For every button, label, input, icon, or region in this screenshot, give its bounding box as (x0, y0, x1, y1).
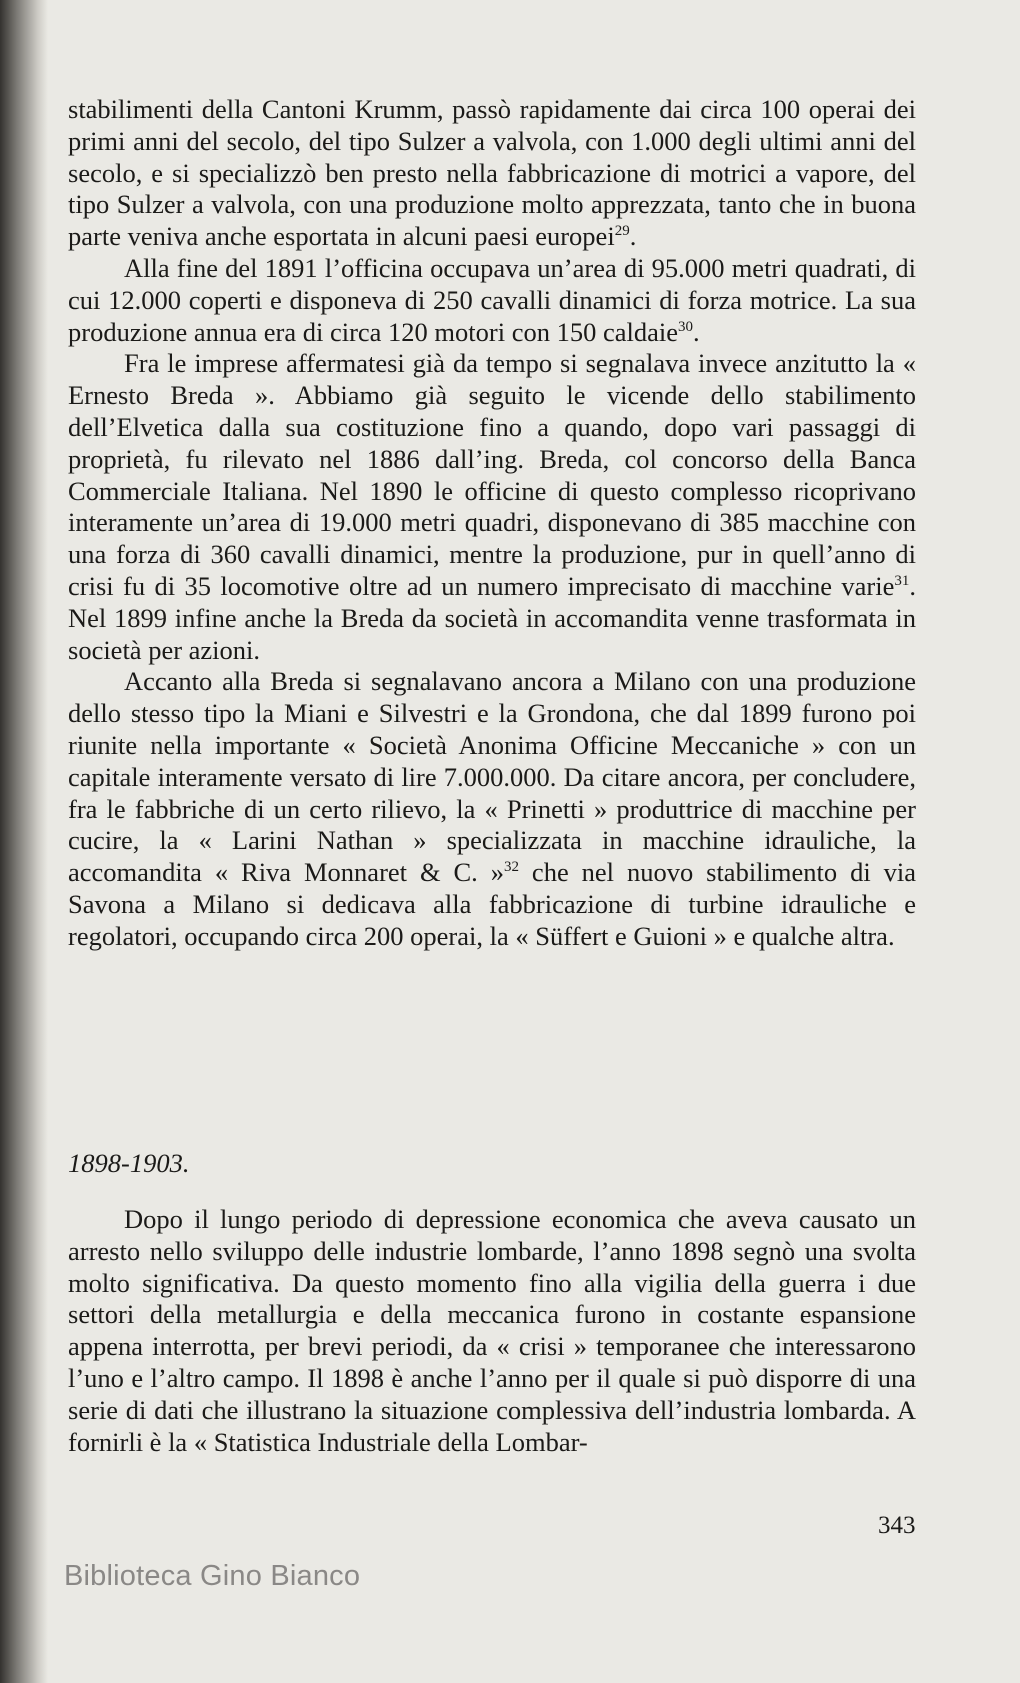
footnote-ref-32: 32 (504, 859, 519, 876)
paragraph-tail: . Nel 1899 infine anche la Breda da società in accomandita venne trasformata in società per azioni. (68, 570, 916, 665)
body-text-upper (68, 94, 916, 953)
footnote-ref-29: 29 (614, 223, 630, 240)
paragraph-3 (68, 348, 916, 666)
page-number: 343 (878, 1512, 916, 1539)
library-watermark: Biblioteca Gino Bianco (64, 1560, 361, 1592)
paragraph-tail: . (693, 316, 700, 347)
paragraph-text: Alla fine del 1891 l’officina occupava un’area di 95.000 metri quadrati, di cui 12.000 coperti e disponeva di 250 cavalli dinamici di forza motrice. La sua produzione annua era di circa 120 motori con 150 caldaie (68, 252, 916, 347)
paragraph-2 (68, 253, 916, 348)
paragraph-1 (68, 94, 916, 253)
paragraph-text: stabilimenti della Cantoni Krumm, passò rapidamente dai circa 100 operai dei primi anni del secolo, del tipo Sulzer a valvola, con 1.000 degli ultimi anni del secolo, e si specializzò ben presto nella fabbricazione di motrici a vapore, del tipo Sulzer a valvola, con una produzione molto apprezzata, tanto che in buona parte veniva anche esportata in alcuni paesi europei (68, 94, 916, 252)
paragraph-tail: che nel nuovo stabilimento di via Savona a Milano si dedicava alla fabbricazione di turbine idrauliche e regolatori, occupando circa 200 operai, la « Süffert e Guioni » e qualche altra. (68, 857, 916, 951)
paragraph-5: Dopo il lungo periodo di depressione economica che aveva causato un arresto nello sviluppo delle industrie lombarde, l’anno 1898 segnò una svolta molto significativa. Da questo momento fino alla vigilia della guerra i due settori della metallurgia e della meccanica furono in costante espansione appena interrotta, per brevi periodi, da « crisi » temporanee che interessarono l’uno e l’altro campo. Il 1898 è anche l’anno per il quale si può disporre di una serie di dati che illustrano la situazione complessiva dell’industria lombarda. A fornirli è la « Statistica Industriale della Lombar- (68, 1204, 916, 1457)
section-heading: 1898-1903. (68, 1148, 190, 1178)
paragraph-text: Fra le imprese affermatesi già da tempo si segnalava invece anzitutto la « Ernesto Breda ». Abbiamo già seguito le vicende dello stabilimento dell’Elvetica dalla sua costituzione fino a quando, dopo vari passaggi di proprietà, fu rilevato nel 1886 dall’ing. Breda, col concorso della Banca Commerciale Italiana. Nel 1890 le officine di questo complesso ricoprivano interamente un’area di 19.000 metri quadri, disponevano di 385 macchine con una forza di 360 cavalli dinamici, mentre la produzione, pur in quell’anno di crisi fu di 35 locomotive oltre ad un numero imprecisato di macchine varie (68, 348, 916, 601)
paragraph-tail: . (629, 221, 637, 252)
body-text-lower (68, 1204, 916, 1458)
footnote-ref-30: 30 (678, 318, 693, 335)
footnote-ref-31: 31 (894, 572, 910, 589)
spine-shadow (0, 0, 48, 1683)
paragraph-4 (68, 666, 916, 952)
paragraph-text: Accanto alla Breda si segnalavano ancora a Milano con una produzione dello stesso tipo la Miani e Silvestri e la Grondona, che dal 1899 furono poi riunite nella importante « Società Anonima Officine Meccaniche » con un capitale interamente versato di lire 7.000.000. Da citare ancora, per concludere, fra le fabbriche di un certo rilievo, la « Prinetti » produttrice di macchine per cucire, la « Larini Nathan » specializzata in macchine idrauliche, la accomandita « Riva Monnaret & C. » (68, 666, 916, 888)
